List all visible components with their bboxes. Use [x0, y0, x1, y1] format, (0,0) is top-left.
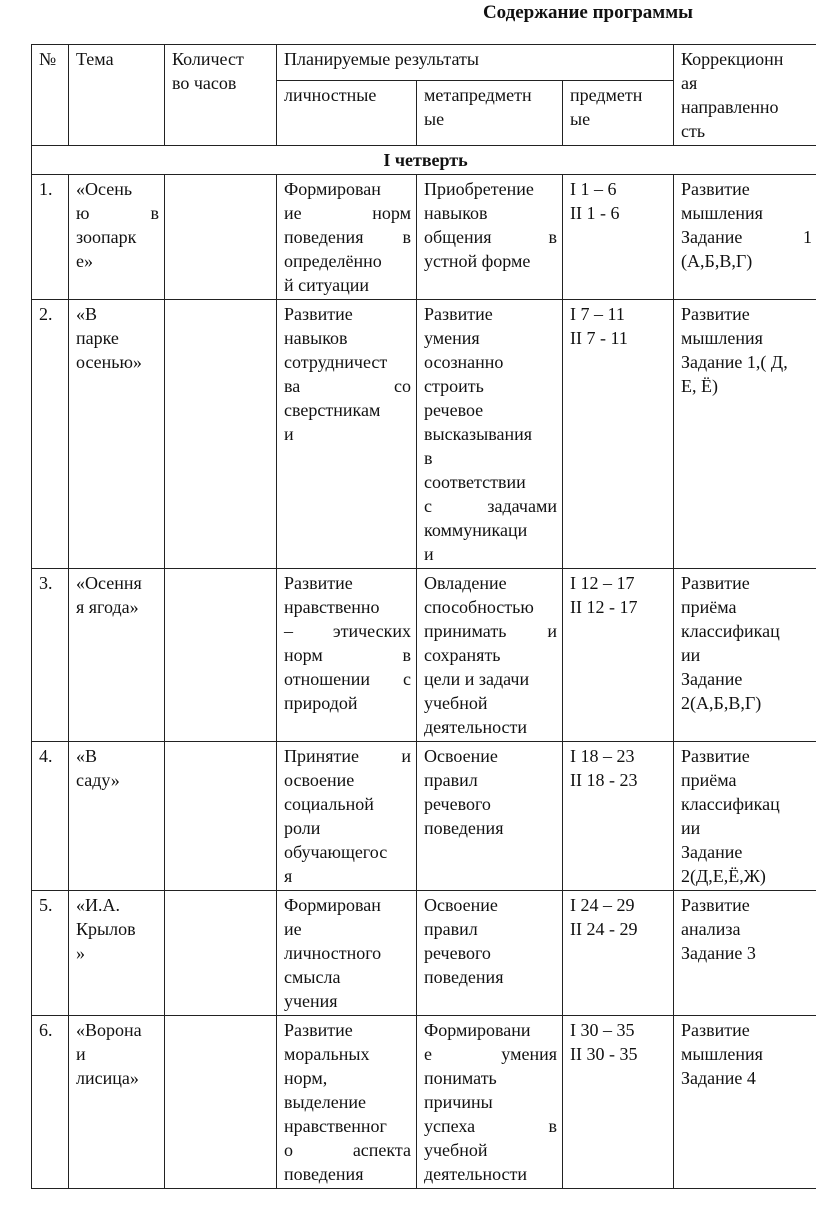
header-meta-line: метапредметн	[424, 84, 532, 105]
row-meta	[417, 1016, 563, 1189]
row-correction	[674, 891, 816, 1016]
row-correction-line: классификац	[681, 621, 780, 641]
row-meta-line: Приобретение	[424, 179, 534, 199]
row-personal-line: Развитие	[284, 1020, 353, 1040]
row-meta-line: Развитие	[424, 304, 493, 324]
row-topic-line: Крылов	[76, 919, 136, 939]
row-personal-line: и	[284, 424, 294, 444]
row-correction-line: ии	[681, 645, 701, 665]
row-num: 2.	[32, 300, 69, 569]
row-topic-line: я ягода»	[76, 597, 139, 617]
row-personal	[277, 175, 417, 300]
row-personal-line: обучающегос	[284, 842, 388, 862]
row-meta-line: цели и задачи	[424, 669, 530, 689]
table-row	[32, 569, 816, 742]
row-correction-line: Задание 4	[681, 1068, 756, 1088]
row-subject-line: I 24 – 29	[570, 895, 635, 915]
row-personal-line: определённо	[284, 251, 382, 271]
row-subject	[563, 1016, 674, 1189]
row-meta-line: успеха в	[424, 1116, 557, 1136]
row-meta	[417, 175, 563, 300]
header-correction-line: ая	[681, 73, 698, 93]
row-subject	[563, 742, 674, 891]
row-correction-line: 2(Д,Е,Ё,Ж)	[681, 866, 766, 886]
row-meta-line: поведения	[424, 818, 504, 838]
row-num: 4.	[32, 742, 69, 891]
row-topic-line: «И.А.	[76, 895, 120, 915]
row-num: 6.	[32, 1016, 69, 1189]
row-subject	[563, 300, 674, 569]
header-topic: Тема	[69, 45, 165, 146]
row-topic-line: «Ворона	[76, 1020, 142, 1040]
row-topic-line: «В	[76, 304, 98, 324]
row-meta-line: с задачами	[424, 496, 557, 516]
row-meta-line: общения в	[424, 227, 557, 247]
row-topic-line: саду»	[76, 770, 120, 790]
row-topic	[69, 891, 165, 1016]
row-correction	[674, 742, 816, 891]
table-row	[32, 1016, 816, 1189]
row-meta-line: умения	[424, 328, 480, 348]
row-meta-line: правил	[424, 770, 478, 790]
row-subject-line: I 1 – 6	[570, 179, 617, 199]
header-hours-line: во часов	[172, 73, 237, 93]
row-hours	[165, 175, 277, 300]
header-correction	[674, 45, 816, 146]
row-correction-line: анализа	[681, 919, 741, 939]
row-topic	[69, 1016, 165, 1189]
row-personal-line: ие норм	[284, 203, 411, 223]
table-row	[32, 175, 816, 300]
page-title: Содержание программы	[482, 2, 694, 23]
row-personal-line: ие	[284, 919, 302, 939]
header-personal: личностные	[277, 80, 417, 145]
row-correction-line: мышления	[681, 1044, 763, 1064]
row-topic-line: зоопарк	[76, 227, 137, 247]
table-row	[32, 300, 816, 569]
row-topic-line: осенью»	[76, 352, 142, 372]
header-planned: Планируемые результаты	[277, 45, 674, 81]
row-personal	[277, 300, 417, 569]
row-topic-line: и	[76, 1044, 86, 1064]
row-num: 1.	[32, 175, 69, 300]
row-meta-line: Освоение	[424, 895, 498, 915]
row-personal	[277, 569, 417, 742]
row-num: 3.	[32, 569, 69, 742]
header-subject	[563, 80, 674, 145]
row-correction-line: Задание	[681, 842, 743, 862]
row-personal-line: личностного	[284, 943, 382, 963]
row-personal-line: норм в	[284, 645, 411, 665]
row-correction	[674, 175, 816, 300]
row-subject-line: II 30 - 35	[570, 1044, 638, 1064]
row-topic	[69, 300, 165, 569]
header-hours-line: Количест	[172, 49, 244, 69]
row-meta	[417, 300, 563, 569]
row-topic-line: парке	[76, 328, 119, 348]
row-topic-line: е»	[76, 251, 93, 271]
row-meta-line: и	[424, 544, 434, 564]
row-personal-line: смысла	[284, 967, 341, 987]
row-hours	[165, 300, 277, 569]
row-topic	[69, 742, 165, 891]
row-correction-line: Задание 1,( Д,	[681, 352, 788, 372]
row-personal-line: моральных	[284, 1044, 370, 1064]
row-personal-line: навыков	[284, 328, 348, 348]
row-correction-line: (А,Б,В,Г)	[681, 251, 753, 271]
header-meta-line: ые	[424, 108, 445, 129]
header-subject-line: предметн	[570, 84, 643, 105]
row-meta-line: навыков	[424, 203, 488, 223]
row-subject	[563, 175, 674, 300]
row-personal	[277, 742, 417, 891]
row-personal	[277, 891, 417, 1016]
row-personal-line: учения	[284, 991, 338, 1011]
row-meta-line: высказывания	[424, 424, 533, 444]
row-topic-line: лисица»	[76, 1068, 139, 1088]
header-correction-line: Коррекционн	[681, 49, 784, 69]
row-topic-line: »	[76, 943, 85, 963]
row-subject-line: I 12 – 17	[570, 573, 635, 593]
quarter-label: I четверть	[32, 146, 816, 175]
row-meta-line: учебной	[424, 693, 488, 713]
row-personal	[277, 1016, 417, 1189]
header-correction-line: направленно	[681, 97, 779, 117]
row-personal-line: отношении с	[284, 669, 411, 689]
row-meta	[417, 742, 563, 891]
row-meta-line: принимать и	[424, 621, 557, 641]
row-meta-line: причины	[424, 1092, 493, 1112]
row-subject-line: I 7 – 11	[570, 304, 625, 324]
row-personal-line: Развитие	[284, 304, 353, 324]
row-meta-line: речевого	[424, 794, 491, 814]
row-meta-line: поведения	[424, 967, 504, 987]
row-meta-line: понимать	[424, 1068, 497, 1088]
row-personal-line: о аспекта	[284, 1140, 411, 1160]
row-correction-line: Развитие	[681, 179, 750, 199]
row-topic-line: «Осення	[76, 573, 142, 593]
row-correction	[674, 300, 816, 569]
row-subject-line: II 24 - 29	[570, 919, 638, 939]
row-meta-line: речевое	[424, 400, 484, 420]
row-meta-line: осознанно	[424, 352, 504, 372]
row-meta-line: соответствии	[424, 472, 526, 492]
header-correction-line: сть	[681, 121, 706, 141]
row-subject-line: II 12 - 17	[570, 597, 638, 617]
row-subject-line: II 1 - 6	[570, 203, 620, 223]
row-correction-line: Е, Ё)	[681, 376, 718, 396]
row-personal-line: я	[284, 866, 293, 886]
row-meta-line: правил	[424, 919, 478, 939]
row-topic	[69, 569, 165, 742]
row-meta-line: строить	[424, 376, 484, 396]
row-personal-line: Принятие и	[284, 746, 411, 766]
row-subject-line: I 18 – 23	[570, 746, 635, 766]
row-meta-line: речевого	[424, 943, 491, 963]
row-personal-line: – этических	[284, 621, 411, 641]
row-correction-line: Задание 3	[681, 943, 756, 963]
row-subject-line: I 30 – 35	[570, 1020, 635, 1040]
row-subject	[563, 569, 674, 742]
row-personal-line: Развитие	[284, 573, 353, 593]
row-personal-line: норм,	[284, 1068, 328, 1088]
header-subject-line: ые	[570, 108, 591, 129]
row-num: 5.	[32, 891, 69, 1016]
row-correction-line: ии	[681, 818, 701, 838]
row-correction-line: Развитие	[681, 1020, 750, 1040]
row-meta-line: устной форме	[424, 251, 531, 271]
row-meta	[417, 569, 563, 742]
row-meta-line: е умения	[424, 1044, 557, 1064]
row-correction-line: Задание 1	[681, 227, 813, 247]
row-personal-line: ва со	[284, 376, 411, 396]
row-meta-line: учебной	[424, 1140, 488, 1160]
row-personal-line: й ситуации	[284, 275, 370, 295]
row-hours	[165, 1016, 277, 1189]
table-row	[32, 891, 816, 1016]
row-correction-line: Развитие	[681, 304, 750, 324]
row-personal-line: роли	[284, 818, 321, 838]
row-correction-line: Развитие	[681, 573, 750, 593]
row-meta-line: Овладение	[424, 573, 507, 593]
header-num: №	[32, 45, 69, 146]
row-correction-line: Развитие	[681, 746, 750, 766]
row-hours	[165, 891, 277, 1016]
row-correction-line: мышления	[681, 203, 763, 223]
row-personal-line: Формирован	[284, 895, 381, 915]
row-correction	[674, 1016, 816, 1189]
row-personal-line: сверстникам	[284, 400, 381, 420]
row-meta-line: в	[424, 448, 433, 468]
row-personal-line: природой	[284, 693, 358, 713]
row-personal-line: нравственног	[284, 1116, 387, 1136]
row-subject	[563, 891, 674, 1016]
row-hours	[165, 742, 277, 891]
row-correction-line: классификац	[681, 794, 780, 814]
row-meta-line: коммуникаци	[424, 520, 528, 540]
row-personal-line: Формирован	[284, 179, 381, 199]
row-meta-line: Формировани	[424, 1020, 531, 1040]
header-row	[32, 45, 816, 81]
row-personal-line: нравственно	[284, 597, 380, 617]
row-topic-line: «Осень	[76, 179, 133, 199]
row-correction-line: приёма	[681, 597, 737, 617]
row-topic-line: «В	[76, 746, 98, 766]
row-meta-line: способностью	[424, 597, 534, 617]
row-personal-line: поведения	[284, 1164, 364, 1184]
header-meta	[417, 80, 563, 145]
row-subject-line: II 18 - 23	[570, 770, 638, 790]
row-correction	[674, 569, 816, 742]
row-correction-line: мышления	[681, 328, 763, 348]
row-correction-line: Развитие	[681, 895, 750, 915]
row-personal-line: сотрудничест	[284, 352, 388, 372]
row-meta-line: сохранять	[424, 645, 501, 665]
row-personal-line: социальной	[284, 794, 374, 814]
row-personal-line: поведения в	[284, 227, 411, 247]
row-correction-line: приёма	[681, 770, 737, 790]
row-meta-line: деятельности	[424, 717, 528, 737]
row-meta-line: Освоение	[424, 746, 498, 766]
row-hours	[165, 569, 277, 742]
row-correction-line: Задание	[681, 669, 743, 689]
row-subject-line: II 7 - 11	[570, 328, 628, 348]
row-personal-line: выделение	[284, 1092, 366, 1112]
program-table	[31, 44, 816, 1189]
table-row	[32, 742, 816, 891]
header-hours	[165, 45, 277, 146]
row-meta	[417, 891, 563, 1016]
row-topic-line: ю в	[76, 203, 159, 223]
quarter-row	[32, 146, 816, 175]
row-topic	[69, 175, 165, 300]
row-meta-line: деятельности	[424, 1164, 528, 1184]
row-correction-line: 2(А,Б,В,Г)	[681, 693, 762, 713]
row-personal-line: освоение	[284, 770, 355, 790]
